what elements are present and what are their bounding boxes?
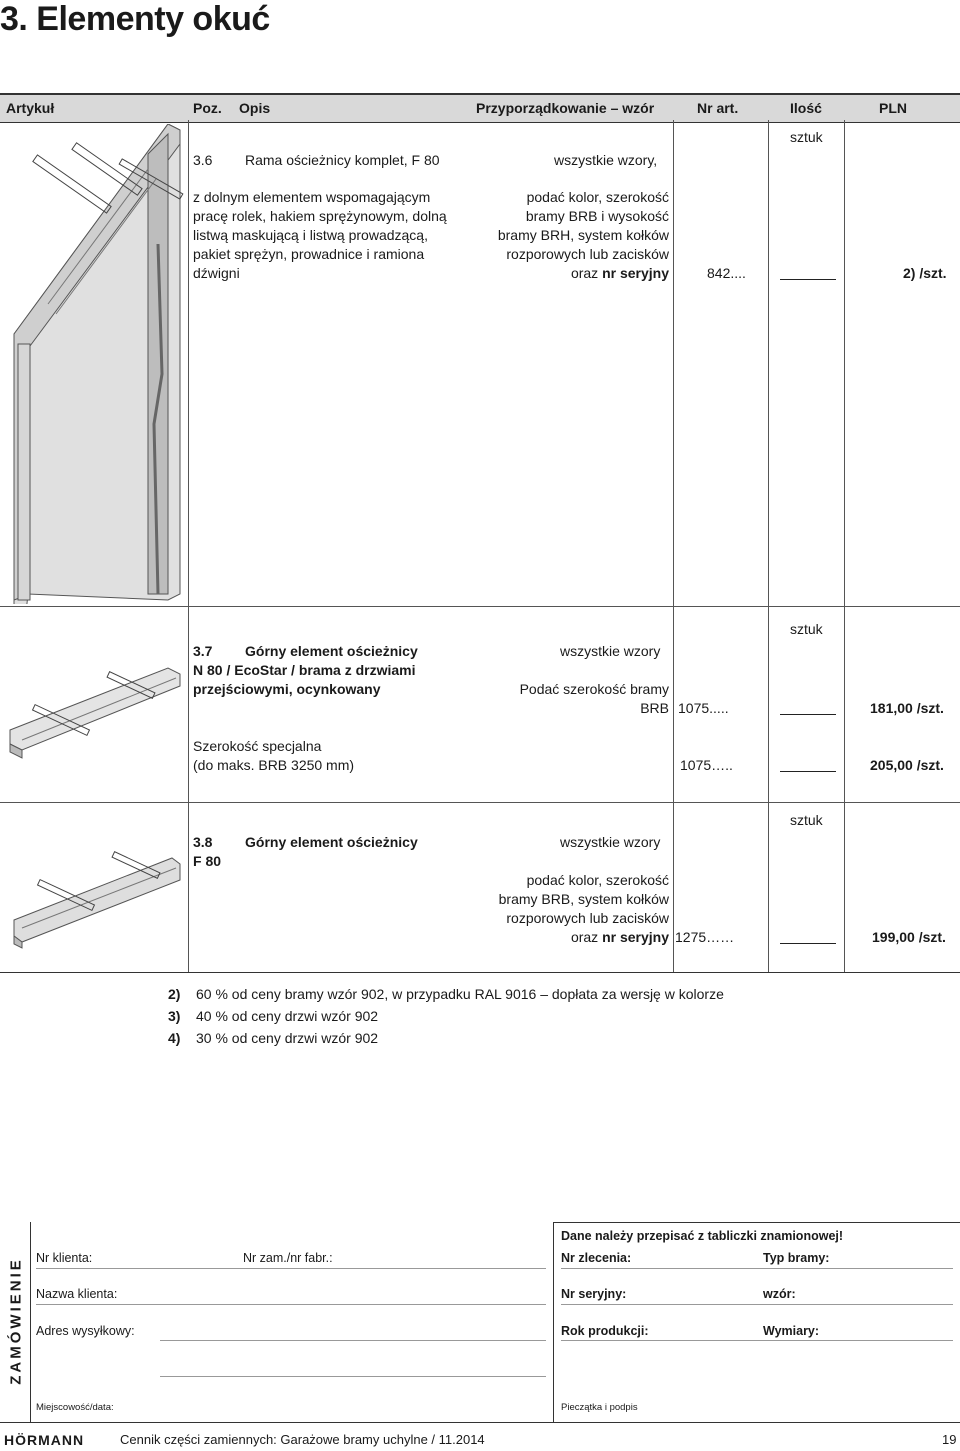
item-3-8-title: Górny element ościeżnicy xyxy=(245,834,418,850)
order-wymiary-label: Wymiary: xyxy=(763,1324,820,1338)
row-divider xyxy=(0,802,960,803)
order-pieczatka-label: Pieczątka i podpis xyxy=(561,1402,638,1413)
header-ilosc: Ilość xyxy=(790,100,822,116)
item-3-8-unit: sztuk xyxy=(790,812,823,828)
quantity-blank[interactable] xyxy=(780,771,836,772)
upper-frame-f80-illustration xyxy=(8,840,184,950)
upper-frame-element-illustration xyxy=(8,660,184,760)
order-nr-seryjny-label: Nr seryjny: xyxy=(561,1287,627,1301)
hormann-logo: HÖRMANN xyxy=(4,1432,85,1448)
order-line-adres-2[interactable] xyxy=(160,1376,546,1377)
page-title: 3. Elementy okuć xyxy=(0,0,270,38)
item-3-7-special2: (do maks. BRB 3250 mm) xyxy=(193,757,355,773)
frame-illustration xyxy=(8,124,184,604)
order-form-bottom xyxy=(0,1422,960,1423)
item-3-6-nr-art: 842.... xyxy=(707,265,746,281)
row-divider xyxy=(0,606,960,607)
table-header xyxy=(0,93,960,123)
item-3-6-assign-head: wszystkie wzory, xyxy=(554,152,658,168)
item-3-7-title3: przejściowymi, ocynkowany xyxy=(193,681,381,697)
header-artykul: Artykuł xyxy=(6,100,55,116)
item-3-7-special-price: 205,00 /szt. xyxy=(870,757,944,773)
order-adres-label: Adres wysyłkowy: xyxy=(36,1324,135,1338)
order-line-rok[interactable] xyxy=(561,1340,953,1341)
item-3-7-price: 181,00 /szt. xyxy=(870,700,944,716)
footer-text: Cennik części zamiennych: Garażowe bramy uchylne / 11.2014 xyxy=(120,1432,485,1447)
order-line-nr-seryjny[interactable] xyxy=(561,1304,953,1305)
order-line-nazwa[interactable] xyxy=(36,1304,546,1305)
item-3-7-special-nr-art: 1075….. xyxy=(680,757,733,773)
item-3-6-price: 2) /szt. xyxy=(903,265,947,281)
order-rok-label: Rok produkcji: xyxy=(561,1324,649,1338)
quantity-blank[interactable] xyxy=(780,943,836,944)
item-3-6-desc: z dolnym elementem wspomagającym pracę rolek, hakiem sprężynowym, dolną listwą maskującą i listwą prowadzącą, pakiet sprężyn, prowadnice i ramiona dźwigni xyxy=(193,189,447,281)
order-miejscowosc-label: Miejscowość/data: xyxy=(36,1402,114,1413)
page-number: 19 xyxy=(942,1432,957,1447)
item-3-8-nr-art: 1275…… xyxy=(675,929,735,945)
item-3-7-title: Górny element ościeżnicy xyxy=(245,643,418,659)
column-divider xyxy=(768,120,769,972)
item-3-6-poz: 3.6 xyxy=(193,152,213,168)
item-3-7-unit: sztuk xyxy=(790,621,823,637)
item-3-8-price: 199,00 /szt. xyxy=(872,929,946,945)
order-line-nr-zlecenia[interactable] xyxy=(561,1268,953,1269)
item-3-7-nr-art: 1075..... xyxy=(678,700,729,716)
header-opis: Opis xyxy=(239,100,271,116)
item-3-8-assign: podać kolor, szerokość bramy BRB, system kołków rozporowych lub zacisków oraz nr seryjny xyxy=(498,872,669,945)
order-nr-klienta-label: Nr klienta: xyxy=(36,1251,93,1265)
order-form-top-right xyxy=(553,1222,960,1223)
order-nr-zam-label: Nr zam./nr fabr.: xyxy=(243,1251,333,1265)
item-3-7-poz: 3.7 xyxy=(193,643,213,659)
item-3-6-unit: sztuk xyxy=(790,129,823,145)
item-3-6-title: Rama ościeżnicy komplet, F 80 xyxy=(245,152,440,168)
order-form-border xyxy=(30,1222,31,1422)
item-3-8-title2: F 80 xyxy=(193,853,222,869)
item-3-8-assign-head: wszystkie wzory xyxy=(560,834,661,850)
header-pln: PLN xyxy=(879,100,907,116)
order-wzor-label: wzór: xyxy=(763,1287,796,1301)
order-nr-zlecenia-label: Nr zlecenia: xyxy=(561,1251,632,1265)
order-line-adres[interactable] xyxy=(160,1340,546,1341)
order-line-nr-klienta[interactable] xyxy=(36,1268,546,1269)
item-3-7-assign: Podać szerokość bramy BRB xyxy=(519,681,669,716)
item-3-6-assign: podać kolor, szerokość bramy BRB i wysokość bramy BRH, system kołków rozporowych lub zacisków oraz nr seryjny xyxy=(497,189,669,281)
column-divider xyxy=(188,120,189,972)
header-poz: Poz. xyxy=(193,100,222,116)
quantity-blank[interactable] xyxy=(780,714,836,715)
table-bottom-rule xyxy=(0,972,960,973)
order-form-divider xyxy=(553,1222,554,1422)
footnotes: 2) 60 % od ceny bramy wzór 902, w przypadku RAL 9016 – dopłata za wersję w kolorze 3) 40 % od ceny drzwi wzór 902 4) 30 % od ceny drzwi wzór 902 xyxy=(168,986,724,1046)
item-3-8-poz: 3.8 xyxy=(193,834,213,850)
item-3-7-special1: Szerokość specjalna xyxy=(193,738,322,754)
order-nazwa-label: Nazwa klienta: xyxy=(36,1287,118,1301)
quantity-blank[interactable] xyxy=(780,279,836,280)
column-divider xyxy=(673,120,674,972)
header-nr-art: Nr art. xyxy=(697,100,739,116)
column-divider xyxy=(844,120,845,972)
order-side-label: ZAMÓWIENIE xyxy=(7,1257,25,1385)
order-nameplate-note: Dane należy przepisać z tabliczki znamionowej! xyxy=(561,1229,844,1243)
order-typ-bramy-label: Typ bramy: xyxy=(763,1251,830,1265)
header-przyporzadkowanie: Przyporządkowanie – wzór xyxy=(476,100,655,116)
item-3-7-title2: N 80 / EcoStar / brama z drzwiami xyxy=(193,662,416,678)
item-3-7-assign-head: wszystkie wzory xyxy=(560,643,661,659)
